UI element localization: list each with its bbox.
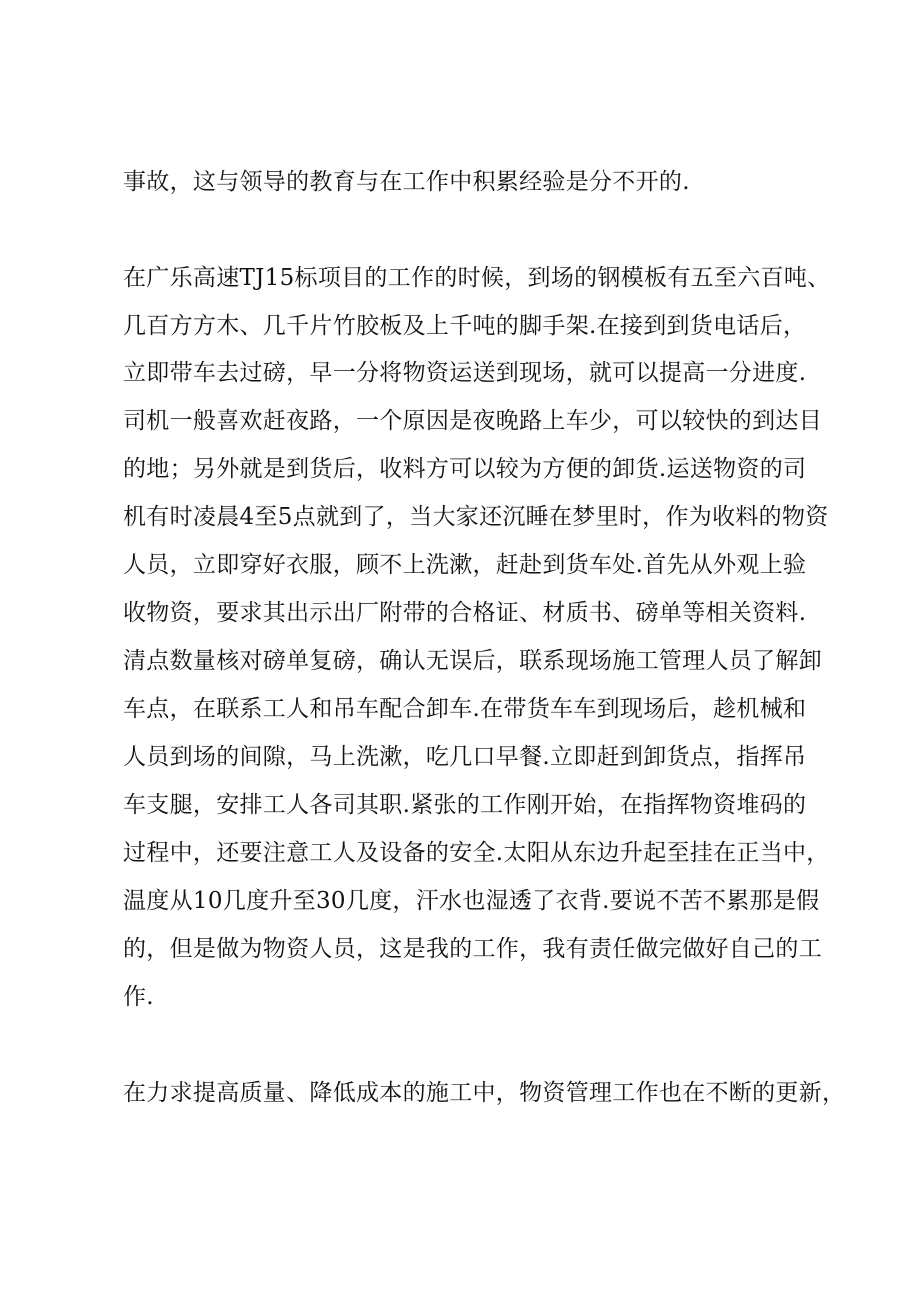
paragraph-2-line-2: 几百方方木、几千片竹胶板及上千吨的脚手架.在接到到货电话后， <box>123 313 807 339</box>
paragraph-2-line-16: 作. <box>123 984 154 1010</box>
paragraph-2-line-11: 人员到场的间隙，马上洗漱，吃几口早餐.立即赶到卸货点，指挥吊 <box>123 744 807 770</box>
paragraph-3-line-1: 在力求提高质量、降低成本的施工中，物资管理工作也在不断的更新， <box>123 1080 846 1106</box>
paragraph-2-line-10: 车点，在联系工人和吊车配合卸车.在带货车车到现场后，趁机械和 <box>123 696 807 722</box>
paragraph-2-line-4: 司机一般喜欢赶夜路，一个原因是夜晚路上车少，可以较快的到达目 <box>123 408 822 434</box>
paragraph-2-line-12: 车支腿，安排工人各司其职.紧张的工作刚开始，在指挥物资堆码的 <box>123 792 807 818</box>
paragraph-1-line-1: 事故，这与领导的教育与在工作中积累经验是分不开的. <box>123 169 690 195</box>
paragraph-2-line-6: 机有时凌晨4至5点就到了，当大家还沉睡在梦里时，作为收料的物资 <box>123 504 829 530</box>
paragraph-2-line-7: 人员，立即穿好衣服，顾不上洗漱，赶赴到货车处.首先从外观上验 <box>123 552 807 578</box>
paragraph-2-line-5: 的地；另外就是到货后，收料方可以较为方便的卸货.运送物资的司 <box>123 456 807 482</box>
paragraph-2-line-13: 过程中，还要注意工人及设备的安全.太阳从东边升起至挂在正当中， <box>123 840 830 866</box>
paragraph-2-line-8: 收物资，要求其出示出厂附带的合格证、材质书、磅单等相关资料. <box>123 600 807 626</box>
paragraph-2-line-1: 在广乐高速TJ15标项目的工作的时候，到场的钢模板有五至六百吨、 <box>123 265 831 291</box>
paragraph-2-line-14: 温度从10几度升至30几度，汗水也湿透了衣背.要说不苦不累那是假 <box>123 888 820 914</box>
paragraph-2-line-3: 立即带车去过磅，早一分将物资运送到现场，就可以提高一分进度. <box>123 360 807 386</box>
paragraph-2-line-9: 清点数量核对磅单复磅，确认无误后，联系现场施工管理人员了解卸 <box>123 648 822 674</box>
paragraph-2-line-15: 的，但是做为物资人员，这是我的工作，我有责任做完做好自己的工 <box>123 936 822 962</box>
